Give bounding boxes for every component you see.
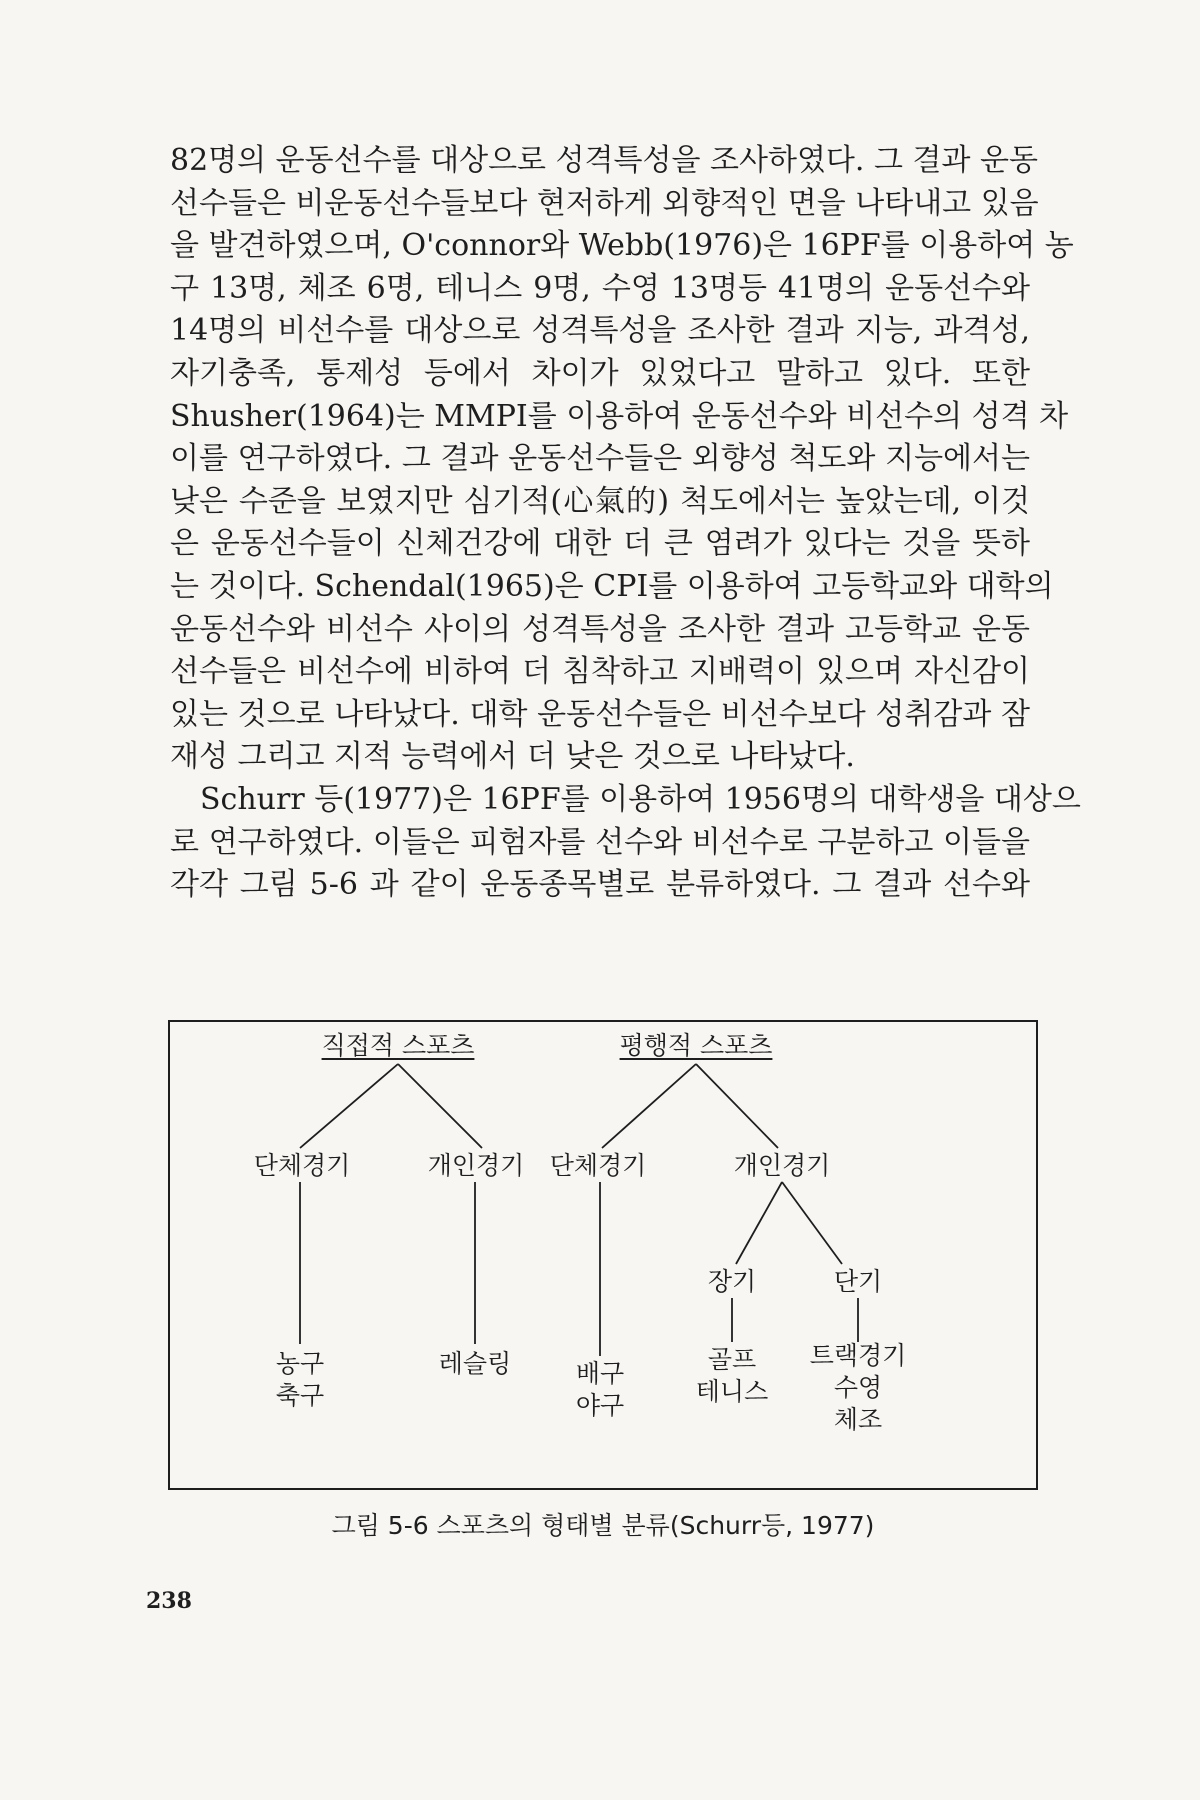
sport-label: 농구 <box>275 1349 325 1378</box>
sports-classification-figure <box>168 1020 1038 1490</box>
text-line: 선수들은 비선수에 비하여 더 침착하고 지배력이 있으며 자신감이 <box>170 654 1030 690</box>
text-line: 이를 연구하였다. 그 결과 운동선수들은 외향성 척도와 지능에서는 <box>170 441 1030 477</box>
direct-individual-node: 개인경기 <box>427 1151 525 1180</box>
text-line: 선수들은 비운동선수들보다 현저하게 외향적인 면을 나타내고 있음 <box>170 185 1039 221</box>
long-term-sports <box>680 1344 784 1408</box>
direct-sports-root: 직접적 스포츠 <box>321 1031 475 1060</box>
text-line: 은 운동선수들이 신체건강에 대한 더 큰 염려가 있다는 것을 뜻하 <box>170 526 1030 562</box>
parallel-sports-root: 평행적 스포츠 <box>619 1031 773 1060</box>
sport-label: 레슬링 <box>438 1349 512 1378</box>
parallel-team-sports <box>560 1358 640 1422</box>
text-line: 재성 그리고 지적 능력에서 더 낮은 것으로 나타났다. <box>170 739 855 775</box>
direct-team-node: 단체경기 <box>253 1151 351 1180</box>
text-line: 자기충족, 통제성 등에서 차이가 있었다고 말하고 있다. 또한 <box>170 355 1030 391</box>
figure-caption: 그림 5-6 스포츠의 형태별 분류(Schurr등, 1977) <box>331 1511 875 1540</box>
sport-label: 골프 <box>707 1345 757 1374</box>
sport-label: 체조 <box>833 1405 883 1434</box>
text-line: 운동선수와 비선수 사이의 성격특성을 조사한 결과 고등학교 운동 <box>170 611 1030 647</box>
sport-label: 축구 <box>275 1381 325 1410</box>
text-line: 낮은 수준을 보였지만 심기적(心氣的) 척도에서는 높았는데, 이것 <box>170 483 1030 519</box>
sport-label: 야구 <box>575 1391 625 1420</box>
text-line: 로 연구하였다. 이들은 피험자를 선수와 비선수로 구분하고 이들을 <box>170 824 1030 860</box>
parallel-team-node: 단체경기 <box>549 1151 647 1180</box>
sport-label: 트랙경기 <box>809 1341 907 1370</box>
text-line: 82명의 운동선수를 대상으로 성격특성을 조사하였다. 그 결과 운동 <box>170 143 1038 178</box>
page-number: 238 <box>146 1588 192 1614</box>
text-line: 구 13명, 체조 6명, 테니스 9명, 수영 13명등 41명의 운동선수와 <box>170 270 1030 306</box>
text-line: 는 것이다. Schendal(1965)은 CPI를 이용하여 고등학교와 대학의 <box>170 568 1054 604</box>
sport-label: 테니스 <box>695 1377 769 1406</box>
sport-label: 수영 <box>833 1373 883 1402</box>
long-term-node: 장기 <box>707 1267 757 1296</box>
text-line: Shusher(1964)는 MMPI를 이용하여 운동선수와 비선수의 성격 차 <box>170 398 1069 434</box>
parallel-individual-node: 개인경기 <box>733 1151 831 1180</box>
sport-label: 배구 <box>575 1359 625 1388</box>
short-term-node: 단기 <box>833 1267 883 1296</box>
body-paragraphs <box>170 140 1081 907</box>
text-line: 각각 그림 5-6 과 같이 운동종목별로 분류하였다. 그 결과 선수와 <box>170 867 1030 903</box>
text-line: 14명의 비선수를 대상으로 성격특성을 조사한 결과 지능, 과격성, <box>170 313 1030 349</box>
direct-individual-sports <box>425 1348 525 1380</box>
text-line: 을 발견하였으며, O'connor와 Webb(1976)은 16PF를 이용하여 농 <box>170 228 1074 264</box>
short-term-sports <box>798 1340 918 1436</box>
text-line: 있는 것으로 나타났다. 대학 운동선수들은 비선수보다 성취감과 잠 <box>170 696 1030 732</box>
text-line: Schurr 등(1977)은 16PF를 이용하여 1956명의 대학생을 대상으 <box>200 781 1081 817</box>
direct-team-sports <box>260 1348 340 1412</box>
